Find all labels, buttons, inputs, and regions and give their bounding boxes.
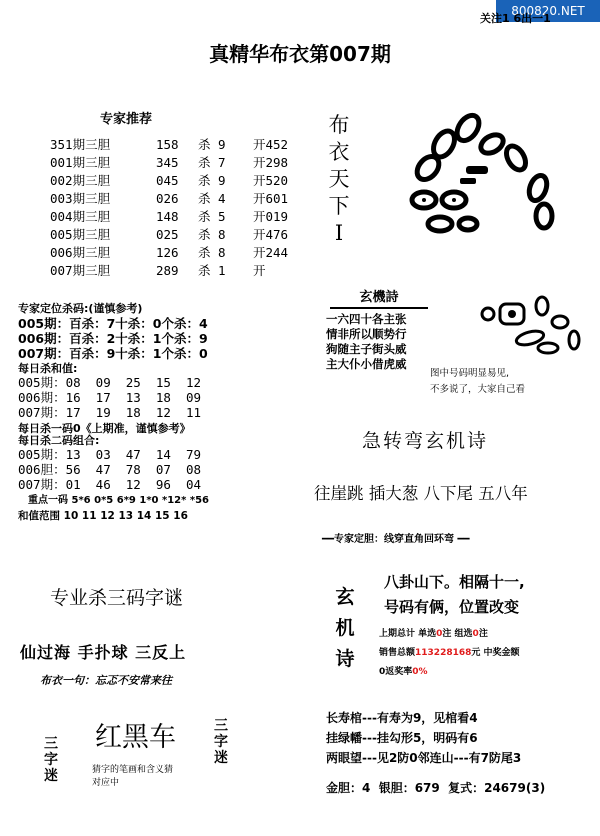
open: 开298 (253, 155, 289, 170)
char: 诗 (335, 648, 355, 670)
list-item: 007期：01 46 12 96 04 (18, 477, 202, 492)
sales-stat-line (379, 645, 520, 658)
list-item: 005期：08 09 25 15 12 (18, 375, 202, 390)
note-line: 猜字的笔画和含义猜 (92, 765, 174, 775)
list-item (50, 172, 288, 190)
char: 三 (214, 718, 228, 734)
open: 开520 (253, 173, 289, 188)
list-item: 两眼望---见2防0邻连山---有7防尾3 (326, 751, 522, 765)
bagua-line: 八卦山下。相隔十一, (384, 573, 525, 591)
poem-line: 情非所以顺势行 (326, 327, 407, 341)
list-item: 006胆：56 47 78 07 08 (18, 462, 202, 477)
riddle-list (326, 708, 521, 768)
period: 006期三胆 (50, 245, 111, 260)
positional-kill-heading: 专家定位杀码:(谨慎参考) (18, 302, 143, 315)
char: 机 (335, 617, 355, 639)
poem-line: 狗随主子街头威 (326, 342, 407, 356)
open: 开601 (253, 191, 289, 206)
list-item: 005期：13 03 47 14 79 (18, 447, 202, 462)
mystic-poem (326, 286, 432, 372)
page-title: 真精华布衣第007期 (209, 42, 391, 66)
list-item: 006期：16 17 13 18 09 (18, 390, 202, 405)
coin-cluster-picture (470, 290, 590, 360)
note-line: 对应中 (92, 778, 120, 788)
site-watermark: 800820.NET (496, 0, 600, 22)
stat-text: 注 (478, 629, 488, 639)
char: 迷 (44, 768, 58, 784)
list-item (50, 208, 288, 226)
brain-teaser-line: 往崖跳 插大葱 八下尾 五八年 (314, 484, 528, 503)
daily-sum-list (18, 375, 201, 420)
kill: 杀 7 (198, 155, 226, 170)
picture-caption (430, 366, 525, 398)
char: 迷 (214, 750, 228, 766)
nums: 148 (156, 209, 179, 224)
nums: 289 (156, 263, 179, 278)
expert-heading: 专家推荐 (100, 112, 153, 127)
period: 002期三胆 (50, 173, 111, 188)
kill: 杀 4 (198, 191, 226, 206)
list-item (50, 136, 288, 154)
period: 001期三胆 (50, 155, 111, 170)
period: 007期三胆 (50, 263, 111, 278)
poem-title: 玄機詩 (330, 286, 428, 309)
daily-pair-heading: 每日杀二码组合: (18, 434, 100, 447)
daily-pair-list (18, 447, 201, 492)
list-item: 长寿棺---有寿为9，见棺看4 (326, 711, 478, 725)
period: 003期三胆 (50, 191, 111, 206)
expert-list (50, 136, 288, 280)
list-item (50, 190, 288, 208)
riddle-title: 专业杀三码字谜 (50, 587, 184, 609)
kill: 杀 1 (198, 263, 226, 278)
xuanji-vertical (333, 582, 357, 675)
buyi-vertical-name (326, 112, 352, 247)
vertical-label-right (212, 718, 230, 766)
char: I (334, 221, 344, 245)
period: 004期三胆 (50, 209, 111, 224)
caption-line: 图中号码明显易见, (430, 368, 510, 379)
riddle-idioms: 仙过海 手扑球 三反上 (20, 643, 187, 662)
positional-kill-list (18, 316, 208, 361)
open: 开 (253, 263, 266, 278)
open: 开452 (253, 137, 289, 152)
kill: 杀 8 (198, 227, 226, 242)
period: 005期三胆 (50, 227, 111, 242)
char: 玄 (335, 586, 355, 608)
stat-value: 0 (436, 629, 443, 639)
expert-fixed-line: ━━专家定胆：线穿直角回环弯 ━━ (322, 534, 470, 545)
riddle-note (92, 764, 173, 790)
char: 字 (44, 752, 58, 768)
char: 三 (44, 736, 58, 752)
period: 351期三胆 (50, 137, 111, 152)
kill: 杀 8 (198, 245, 226, 260)
stat-text: 0返奖率 (379, 667, 413, 677)
stat-value: 0% (412, 667, 428, 677)
list-item (50, 262, 288, 280)
char: 布 (328, 113, 350, 137)
nums: 126 (156, 245, 179, 260)
poem-line: 一六四十各主张 (326, 312, 407, 326)
daily-one-heading: 每日杀一码0《上期准，谨慎参考》 (18, 422, 191, 435)
kill: 杀 9 (198, 173, 226, 188)
nums: 025 (156, 227, 179, 242)
brain-teaser-title: 急转弯玄机诗 (362, 430, 489, 452)
coin-chain-picture (400, 100, 580, 240)
stat-text: 注 组选 (442, 629, 473, 639)
buyi-saying: 布衣一句：忘忑不安常来往 (40, 674, 172, 687)
riddle-main: 红黑车 (95, 722, 176, 753)
stat-text: 销售总额 (379, 648, 416, 658)
char: 天 (328, 167, 350, 191)
list-item: 005期：百杀：7十杀：0个杀：4 (18, 316, 208, 331)
list-item (50, 154, 288, 172)
bagua-line: 号码有俩，位置改变 (384, 598, 520, 616)
poem-line: 主大仆小借虎威 (326, 357, 407, 371)
char: 衣 (328, 140, 350, 164)
kill: 杀 9 (198, 137, 226, 152)
kill: 杀 5 (198, 209, 226, 224)
list-item: 006期：百杀：2十杀：1个杀：9 (18, 331, 208, 346)
char: 下 (328, 194, 350, 218)
final-picks: 金胆：4 银胆：679 复式：24679(3) (326, 781, 546, 795)
sales-stat-line (379, 626, 488, 639)
char: 字 (214, 734, 228, 750)
stat-value: 113228168 (415, 648, 472, 658)
open: 开019 (253, 209, 289, 224)
stat-value: 0 (472, 629, 479, 639)
vertical-label-left (42, 736, 60, 784)
list-item: 挂绿幡---挂勾形5，明码有6 (326, 731, 478, 745)
nums: 045 (156, 173, 179, 188)
list-item (50, 244, 288, 262)
nums: 345 (156, 155, 179, 170)
nums: 026 (156, 191, 179, 206)
open: 开476 (253, 227, 289, 242)
sales-stat-line (379, 664, 428, 677)
stat-text: 上期总计 单选 (379, 629, 437, 639)
caption-line: 不多说了，大家自己看 (430, 384, 526, 395)
sum-range-line: 和值范围 10 11 12 13 14 15 16 (18, 510, 188, 522)
list-item: 007期：17 19 18 12 11 (18, 405, 202, 420)
key-number-line: 重点一码 5*6 0*5 6*9 1*0 *12* *56 (28, 495, 209, 506)
stat-text: 元 中奖金额 (471, 648, 520, 658)
open: 开244 (253, 245, 289, 260)
nums: 158 (156, 137, 179, 152)
list-item (50, 226, 288, 244)
daily-sum-heading: 每日杀和值: (18, 362, 78, 375)
list-item: 007期：百杀：9十杀：1个杀：0 (18, 346, 208, 361)
follow-text: 关注1 6出一1 (480, 12, 551, 25)
